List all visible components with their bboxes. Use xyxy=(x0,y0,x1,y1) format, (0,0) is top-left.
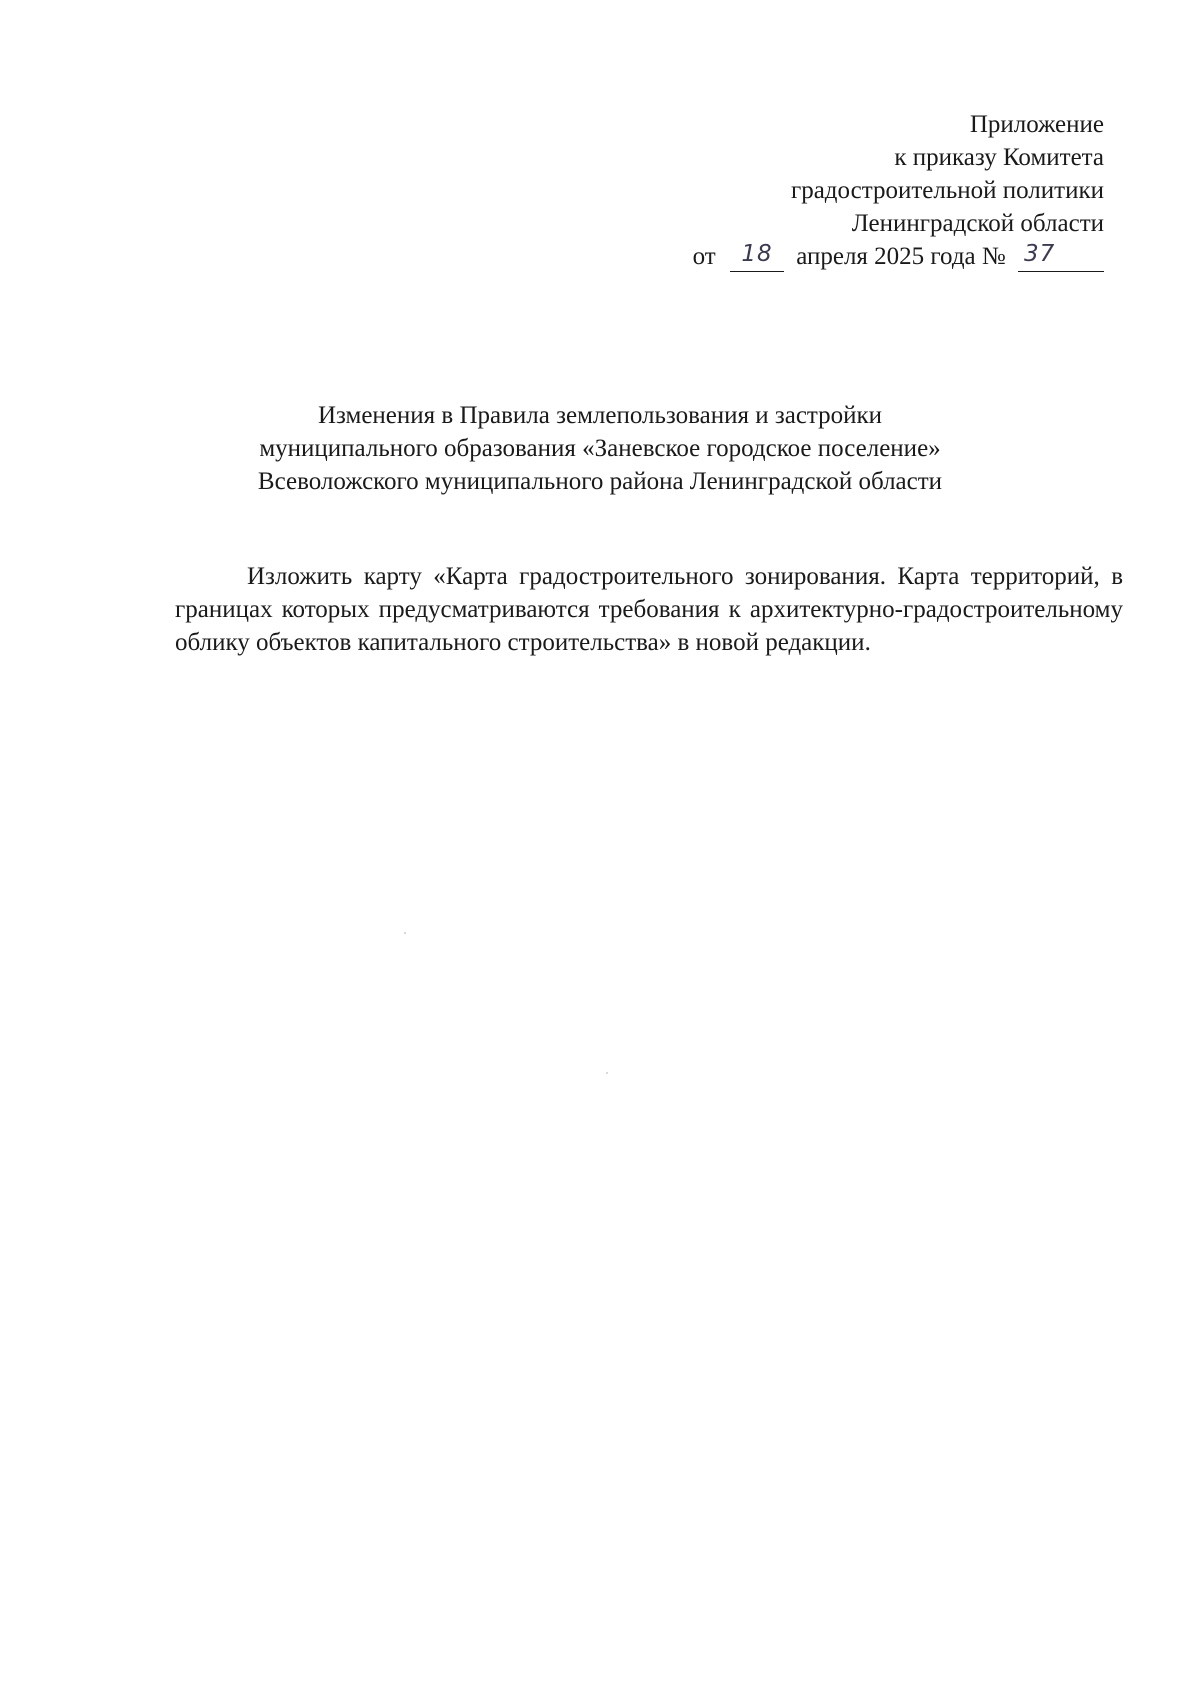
body-paragraph: Изложить карту «Карта градостроительного зонирования. Карта территорий, в границах которых предусматриваются требования к архитектурно-градостроительному облику объектов капитального строительства» в новой редакции. xyxy=(175,563,1123,656)
handwritten-day: 18 xyxy=(741,241,773,267)
date-day-blank xyxy=(730,241,784,272)
date-prefix: от xyxy=(692,243,716,270)
document-title xyxy=(150,399,1050,498)
appendix-date-line xyxy=(544,240,1104,273)
title-line-2: муниципального образования «Заневское городское поселение» xyxy=(259,435,941,462)
title-line-1: Изменения в Правила землепользования и застройки xyxy=(317,402,883,429)
date-month-year: апреля 2025 года № xyxy=(796,243,1006,270)
order-number-blank xyxy=(1018,241,1104,272)
scan-speck xyxy=(606,1072,608,1074)
appendix-heading: Приложение xyxy=(969,111,1104,138)
title-line-3: Всеволожского муниципального района Ленинградской области xyxy=(257,468,943,495)
scan-speck xyxy=(404,932,406,934)
appendix-order-reference: к приказу Комитета xyxy=(894,144,1104,171)
appendix-committee-name: градостроительной политики xyxy=(790,177,1104,204)
handwritten-order-number: 37 xyxy=(1024,241,1056,267)
appendix-region: Ленинградской области xyxy=(851,210,1104,237)
appendix-block xyxy=(544,108,1104,273)
